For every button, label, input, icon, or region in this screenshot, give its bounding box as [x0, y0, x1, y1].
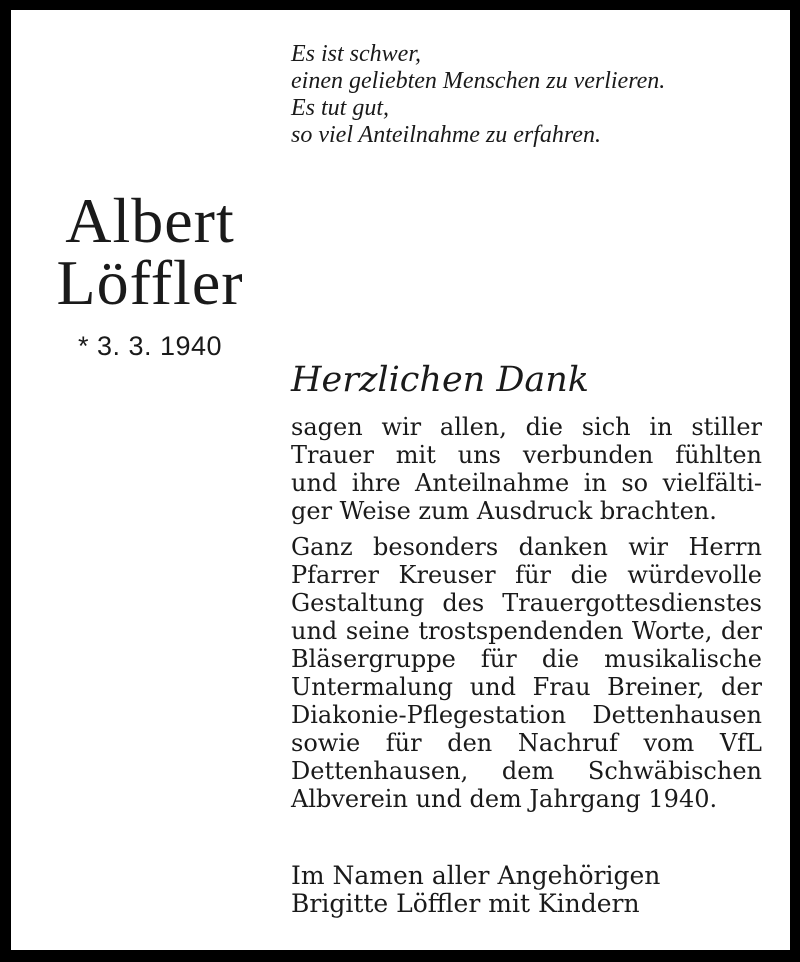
body-line: Dettenhausen, dem Schwäbischen	[291, 757, 762, 785]
epigraph-line: Es ist schwer,	[291, 41, 422, 67]
signature-line: Im Namen aller Angehörigen	[291, 861, 661, 890]
body-line: sowie für den Nachruf vom VfL	[291, 729, 762, 757]
epigraph-verse	[291, 41, 771, 149]
body-line: Bläsergruppe für die musikalische	[291, 645, 762, 673]
body-paragraph	[291, 413, 762, 525]
body-line: Untermalung und Frau Breiner, der	[291, 673, 762, 701]
body-line: sagen wir allen, die sich in stiller	[291, 413, 762, 441]
epigraph-line: so viel Anteilnahme zu erfahren.	[291, 122, 601, 148]
body-line: Pfarrer Kreuser für die würdevolle	[291, 561, 762, 589]
birth-date: * 3. 3. 1940	[77, 331, 223, 361]
signature-line: Brigitte Löffler mit Kindern	[291, 889, 640, 918]
signature-block	[291, 862, 762, 918]
thanks-heading: Herzlichen Dank	[291, 360, 589, 400]
body-line: und ihre Anteilnahme in so vielfälti-	[291, 469, 762, 497]
epigraph-line: einen geliebten Menschen zu verlieren.	[291, 68, 666, 94]
deceased-name	[12, 185, 288, 318]
body-line: Ganz besonders danken wir Herrn	[291, 533, 762, 561]
body-line: Diakonie-Pflegestation Dettenhausen	[291, 701, 762, 729]
deceased-last-name: Löffler	[56, 247, 244, 318]
epigraph-line: Es tut gut,	[291, 95, 390, 121]
body-line: und seine trostspendenden Worte, der	[291, 617, 762, 645]
deceased-first-name: Albert	[65, 185, 235, 256]
body-line: Trauer mit uns verbunden fühlten	[291, 441, 762, 469]
body-line: Albverein und dem Jahrgang 1940.	[291, 785, 718, 813]
body-paragraph	[291, 533, 762, 813]
body-line: Gestaltung des Trauergottesdienstes	[291, 589, 762, 617]
body-line: ger Weise zum Ausdruck brachten.	[291, 497, 717, 525]
